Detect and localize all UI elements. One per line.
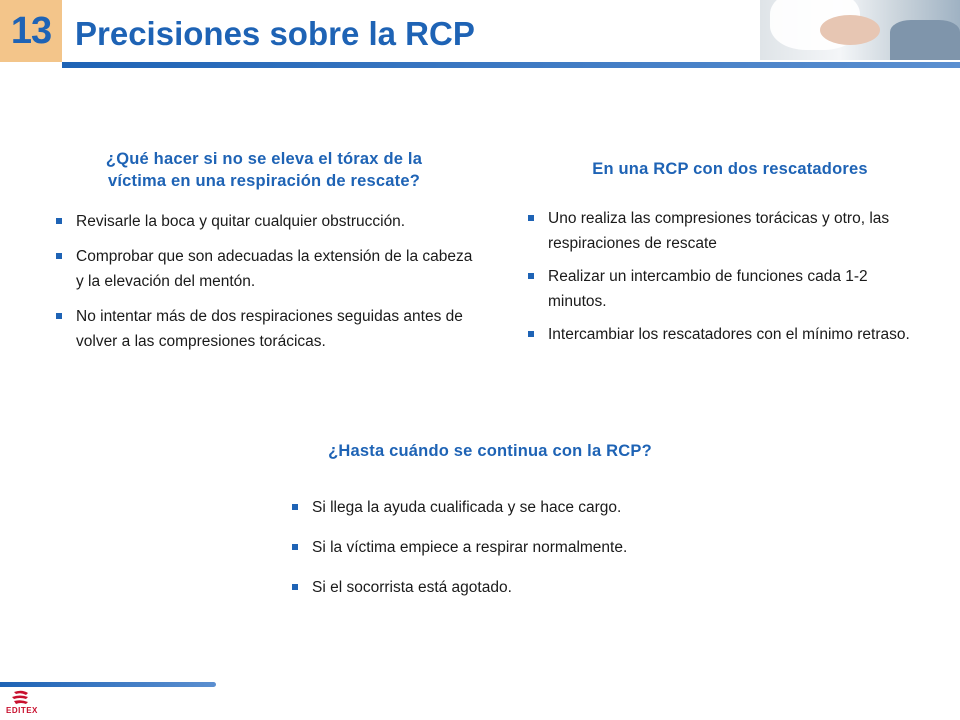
bullet-square-icon <box>528 215 534 221</box>
bullet-square-icon <box>528 331 534 337</box>
list-item: Realizar un intercambio de funciones cada 1-2 minutos. <box>528 264 920 314</box>
left-section-list <box>56 209 476 354</box>
bullet-square-icon <box>56 218 62 224</box>
list-item: Si la víctima empiece a respirar normalmente. <box>292 535 812 560</box>
bullet-square-icon <box>56 313 62 319</box>
chapter-number-box <box>0 0 62 62</box>
list-item: Comprobar que son adecuadas la extensión de la cabeza y la elevación del mentón. <box>56 244 476 294</box>
logo-text: EDITEX <box>6 706 38 715</box>
list-item: Revisarle la boca y quitar cualquier obstrucción. <box>56 209 476 234</box>
bullet-square-icon <box>292 584 298 590</box>
bullet-square-icon <box>292 504 298 510</box>
list-item: Intercambiar los rescatadores con el mínimo retraso. <box>528 322 920 347</box>
bottom-section-heading: ¿Hasta cuándo se continua con la RCP? <box>328 442 652 460</box>
footer-divider <box>0 682 216 687</box>
list-item: Si llega la ayuda cualificada y se hace cargo. <box>292 495 812 520</box>
list-item: No intentar más de dos respiraciones seguidas antes de volver a las compresiones torácicas. <box>56 304 476 354</box>
list-item: Uno realiza las compresiones torácicas y otro, las respiraciones de rescate <box>528 206 920 256</box>
chapter-number: 13 <box>10 9 52 52</box>
bullet-square-icon <box>56 253 62 259</box>
bullet-square-icon <box>292 544 298 550</box>
right-section-list <box>528 206 920 347</box>
page-title: Precisiones sobre la RCP <box>75 15 475 52</box>
bullet-square-icon <box>528 273 534 279</box>
bottom-section-list <box>292 495 812 600</box>
editex-logo <box>6 690 50 718</box>
header-divider <box>62 62 960 68</box>
header-photo <box>760 0 960 60</box>
left-section-heading <box>40 148 488 192</box>
left-heading-line-1: ¿Qué hacer si no se eleva el tórax de la <box>105 150 423 168</box>
right-section-heading: En una RCP con dos rescatadores <box>592 160 868 178</box>
editex-logo-icon <box>6 690 36 706</box>
list-item: Si el socorrista está agotado. <box>292 575 812 600</box>
left-heading-line-2: víctima en una respiración de rescate? <box>107 172 421 190</box>
